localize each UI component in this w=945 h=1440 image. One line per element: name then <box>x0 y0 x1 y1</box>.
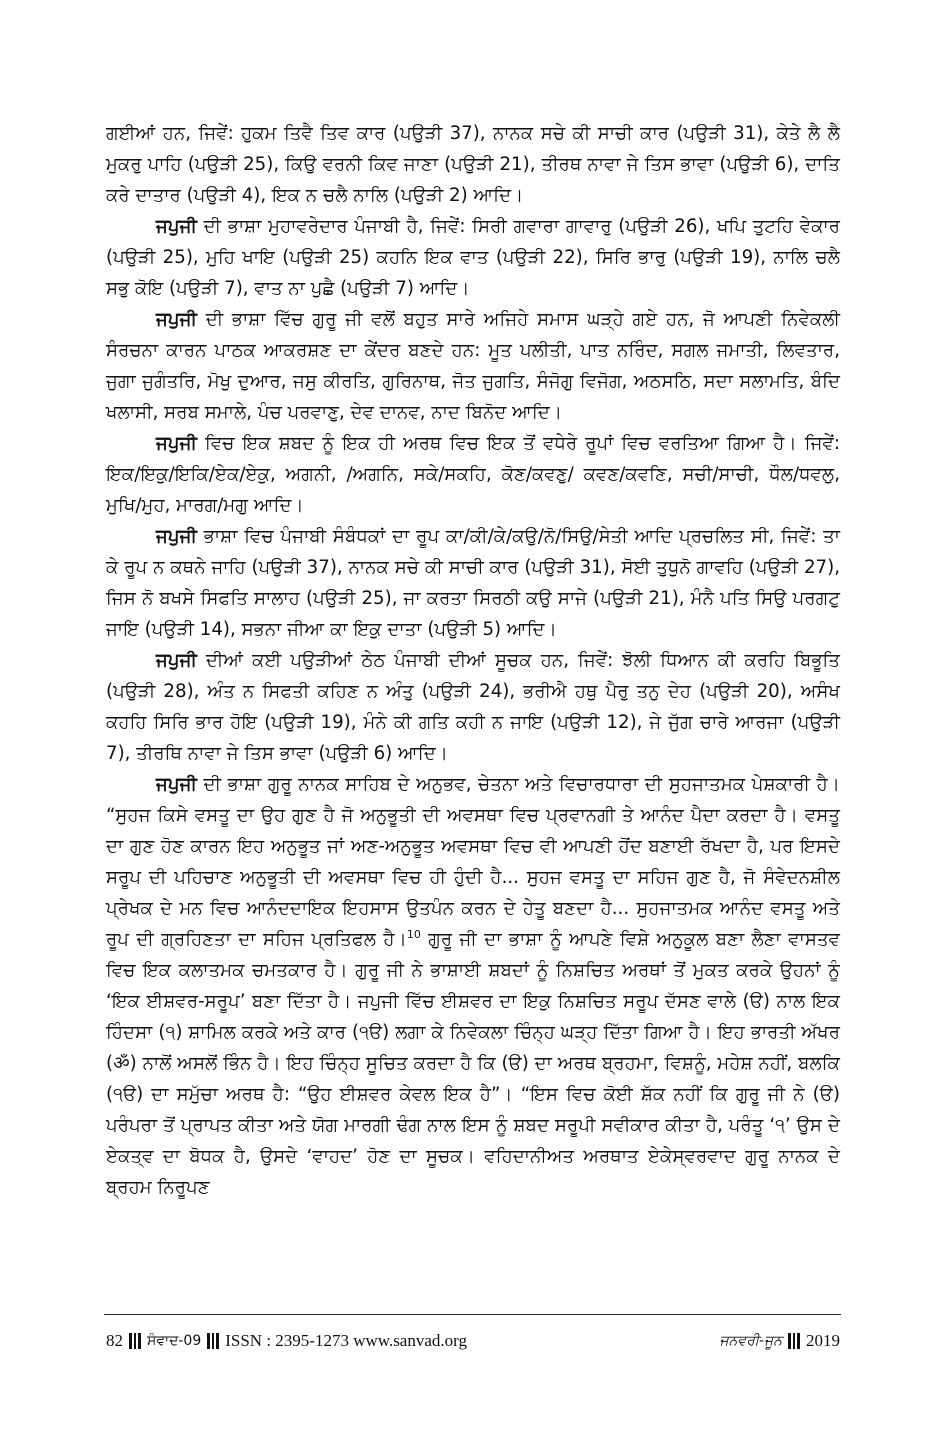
paragraph-1 <box>106 118 840 211</box>
bold-term: ਜਪੁਜੀ <box>156 526 197 547</box>
bold-term: ਜਪੁਜੀ <box>156 433 197 454</box>
issn-website: ISSN : 2395-1273 www.sanvad.org <box>225 1331 468 1350</box>
paragraph-7 <box>106 769 840 1203</box>
page-number: 82 <box>106 1331 123 1350</box>
issue-year: 2019 <box>806 1331 840 1350</box>
paragraph-text: ਭਾਸ਼ਾ ਵਿਚ ਪੰਜਾਬੀ ਸੰਬੰਧਕਾਂ ਦਾ ਰੂਪ ਕਾ/ਕੀ/ਕੇ/ਕਉ/ਨੋ/ਸਿਉ/ਸੇਤੀ ਆਦਿ ਪ੍ਰਚਲਿਤ ਸੀ, ਜਿਵੇਂ: ਤਾ ਕੇ ਰੂਪ ਨ ਕਥਨੇ ਜਾਹਿ (ਪਉੜੀ 37), ਨਾਨਕ ਸਚੇ ਕੀ ਸਾਚੀ ਕਾਰ (ਪਉੜੀ 31), ਸੋਈ ਤੁਧੁਨੋ ਗਾਵਹਿ (ਪਉੜੀ 27), ਜਿਸ ਨੋ ਬਖਸੇ ਸਿਫਤਿ ਸਾਲਾਹ (ਪਉੜੀ 25), ਜਾ ਕਰਤਾ ਸਿਰਠੀ ਕਉ ਸਾਜੇ (ਪਉੜੀ 21), ਮੰਨੈ ਪਤਿ ਸਿਉ ਪਰਗਟੁ ਜਾਇ (ਪਉੜੀ 14), ਸਭਨਾ ਜੀਆ ਕਾ ਇਕੁ ਦਾਤਾ (ਪਉੜੀ 5) ਆਦਿ। <box>106 526 840 640</box>
bold-term: ਜਪੁਜੀ <box>156 309 197 330</box>
paragraph-text: ਦੀਆਂ ਕਈ ਪਉੜੀਆਂ ਠੇਠ ਪੰਜਾਬੀ ਦੀਆਂ ਸੂਚਕ ਹਨ, ਜਿਵੇਂ: ਝੋਲੀ ਧਿਆਨ ਕੀ ਕਰਹਿ ਬਿਭੂਤਿ (ਪਉੜੀ 28), ਅੰਤ ਨ ਸਿਫਤੀ ਕਹਿਣ ਨ ਅੰਤੁ (ਪਉੜੀ 24), ਭਰੀਐ ਹਥੁ ਪੈਰੁ ਤਨੁ ਦੇਹ (ਪਉੜੀ 20), ਅਸੰਖ ਕਹਹਿ ਸਿਰਿ ਭਾਰ ਹੋਇ (ਪਉੜੀ 19), ਮੰਨੇ ਕੀ ਗਤਿ ਕਹੀ ਨ ਜਾਇ (ਪਉੜੀ 12), ਜੇ ਜੁੱਗ ਚਾਰੇ ਆਰਜਾ (ਪਉੜੀ 7), ਤੀਰਥਿ ਨਾਵਾ ਜੇ ਤਿਸ ਭਾਵਾ (ਪਉੜੀ 6) ਆਦਿ। <box>106 650 840 764</box>
paragraph-text-continued: ਗੁਰੂ ਜੀ ਦਾ ਭਾਸ਼ਾ ਨੂੰ ਆਪਣੇ ਵਿਸ਼ੇ ਅਨੁਕੂਲ ਬਣਾ ਲੈਣਾ ਵਾਸਤਵ ਵਿਚ ਇਕ ਕਲਾਤਮਕ ਚਮਤਕਾਰ ਹੈ। ਗੁਰੂ ਜੀ ਨੇ ਭਾਸ਼ਾਈ ਸ਼ਬਦਾਂ ਨੂੰ ਨਿਸ਼ਚਿਤ ਅਰਥਾਂ ਤੋਂ ਮੁਕਤ ਕਰਕੇ ਉਹਨਾਂ ਨੂੰ ‘ਇਕ ਈਸ਼ਵਰ-ਸਰੂਪ’ ਬਣਾ ਦਿੱਤਾ ਹੈ। ਜਪੁਜੀ ਵਿੱਚ ਈਸ਼ਵਰ ਦਾ ਇਕੁ ਨਿਸ਼ਚਿਤ ਸਰੂਪ ਦੱਸਣ ਵਾਲੇ (ੳ) ਨਾਲ ਇਕ ਹਿੰਦਸਾ (੧) ਸ਼ਾਮਿਲ ਕਰਕੇ ਅਤੇ ਕਾਰ (੧ੳ) ਲਗਾ ਕੇ ਨਿਵੇਕਲਾ ਚਿੰਨ੍ਹ ਘੜ੍ਹ ਦਿੱਤਾ ਗਿਆ ਹੈ। ਇਹ ਭਾਰਤੀ ਅੱਖਰ (ॐ) ਨਾਲੋਂ ਅਸਲੋਂ ਭਿੰਨ ਹੈ। ਇਹ ਚਿੰਨ੍ਹ ਸੂਚਿਤ ਕਰਦਾ ਹੈ ਕਿ (ੳ) ਦਾ ਅਰਥ ਬ੍ਰਹਮਾ, ਵਿਸ਼ਨੂੰ, ਮਹੇਸ਼ ਨਹੀਂ, ਬਲਕਿ (੧ੳ) ਦਾ ਸਮੁੱਚਾ ਅਰਥ ਹੈ: “ਉਹ ਈਸ਼ਵਰ ਕੇਵਲ ਇਕ ਹੈ”। “ਇਸ ਵਿਚ ਕੋਈ ਸ਼ੱਕ ਨਹੀਂ ਕਿ ਗੁਰੂ ਜੀ ਨੇ (ੳ) ਪਰੰਪਰਾ ਤੋਂ ਪ੍ਰਾਪਤ ਕੀਤਾ ਅਤੇ ਯੋਗ ਮਾਰਗੀ ਢੰਗ ਨਾਲ ਇਸ ਨੂੰ ਸ਼ਬਦ ਸਰੂਪੀ ਸਵੀਕਾਰ ਕੀਤਾ ਹੈ, ਪਰੰਤੂ ‘੧’ ਉਸ ਦੇ ਏਕਤ੍ਵ ਦਾ ਬੋਧਕ ਹੈ, ਉਸਦੇ ‘ਵਾਹਦ’ ਹੋਣ ਦਾ ਸੂਚਕ। ਵਹਿਦਾਨੀਅਤ ਅਰਥਾਤ ਏਕੇਸ੍ਵਰਵਾਦ ਗੁਰੂ ਨਾਨਕ ਦੇ ਬ੍ਰਹਮ ਨਿਰੂਪਣ <box>106 929 840 1198</box>
paragraph-3 <box>106 304 840 428</box>
bold-term: ਜਪੁਜੀ <box>156 216 197 237</box>
paragraph-2 <box>106 211 840 304</box>
paragraph-text: ਦੀ ਭਾਸ਼ਾ ਮੁਹਾਵਰੇਦਾਰ ਪੰਜਾਬੀ ਹੈ, ਜਿਵੇਂ: ਸਿਰੀ ਗਵਾਰਾ ਗਾਵਾਰੁ (ਪਉੜੀ 26), ਖਪਿ ਤੁਟਹਿ ਵੇਕਾਰ (ਪਉੜੀ 25), ਮੁਹਿ ਖਾਇ (ਪਉੜੀ 25) ਕਹਨਿ ਇਕ ਵਾਤ (ਪਉੜੀ 22), ਸਿਰਿ ਭਾਰੁ (ਪਉੜੀ 19), ਨਾਲਿ ਚਲੈ ਸਭੁ ਕੋਇ (ਪਉੜੀ 7), ਵਾਤ ਨਾ ਪੁਛੈ (ਪਉੜੀ 7) ਆਦਿ। <box>106 216 840 299</box>
separator-bars-icon <box>207 1333 219 1349</box>
paragraph-text: ਗਈਆਂ ਹਨ, ਜਿਵੇਂ: ਹੁਕਮ ਤਿਵੈ ਤਿਵ ਕਾਰ (ਪਉੜੀ 37), ਨਾਨਕ ਸਚੇ ਕੀ ਸਾਚੀ ਕਾਰ (ਪਉੜੀ 31), ਕੇਤੇ ਲੈ ਲੈ ਮੁਕਰੁ ਪਾਹਿ (ਪਉੜੀ 25), ਕਿਉ ਵਰਨੀ ਕਿਵ ਜਾਣਾ (ਪਉੜੀ 21), ਤੀਰਥ ਨਾਵਾ ਜੇ ਤਿਸ ਭਾਵਾ (ਪਉੜੀ 6), ਦਾਤਿ ਕਰੇ ਦਾਤਾਰ (ਪਉੜੀ 4), ਇਕ ਨ ਚਲੈ ਨਾਲਿ (ਪਉੜੀ 2) ਆਦਿ। <box>106 123 840 206</box>
bold-term: ਜਪੁਜੀ <box>156 650 197 671</box>
journal-name: ਸੰਵਾਦ-09 <box>147 1333 202 1349</box>
bold-term: ਜਪੁਜੀ <box>156 774 197 795</box>
article-body <box>106 118 840 1203</box>
separator-bars-icon <box>788 1333 800 1349</box>
paragraph-text: ਦੀ ਭਾਸ਼ਾ ਵਿੱਚ ਗੁਰੂ ਜੀ ਵਲੋਂ ਬਹੁਤ ਸਾਰੇ ਅਜਿਹੇ ਸਮਾਸ ਘੜ੍ਹੇ ਗਏ ਹਨ, ਜੋ ਆਪਣੀ ਨਿਵੇਕਲੀ ਸੰਰਚਨਾ ਕਾਰਨ ਪਾਠਕ ਆਕਰਸ਼ਣ ਦਾ ਕੇਂਦਰ ਬਣਦੇ ਹਨ: ਮੂਤ ਪਲੀਤੀ, ਪਾਤ ਨਰਿੰਦ, ਸਗਲ ਜਮਾਤੀ, ਲਿਵਤਾਰ, ਜੁਗਾ ਜੁਗੰਤਰਿ, ਮੋਖੁ ਦੁਆਰ, ਜਸੁ ਕੀਰਤਿ, ਗੁਰਿਨਾਥ, ਜੋਤ ਜੁਗਤਿ, ਸੰਜੋਗੁ ਵਿਜੋਗ, ਅਠਸਠਿ, ਸਦਾ ਸਲਾਮਤਿ, ਬੰਦਿ ਖਲਾਸੀ, ਸਰਬ ਸਮਾਲੇ, ਪੰਚ ਪਰਵਾਣੁ, ਦੇਵ ਦਾਨਵ, ਨਾਦ ਬਿਨੋਦ ਆਦਿ। <box>106 309 840 423</box>
paragraph-4 <box>106 428 840 521</box>
paragraph-6 <box>106 645 840 769</box>
separator-bars-icon <box>129 1333 141 1349</box>
footer-rule <box>104 1314 841 1315</box>
paragraph-5 <box>106 521 840 645</box>
footer-right <box>720 1326 841 1356</box>
paragraph-text: ਵਿਚ ਇਕ ਸ਼ਬਦ ਨੂੰ ਇਕ ਹੀ ਅਰਥ ਵਿਚ ਇਕ ਤੋਂ ਵਧੇਰੇ ਰੂਪਾਂ ਵਿਚ ਵਰਤਿਆ ਗਿਆ ਹੈ। ਜਿਵੇਂ: ਇਕ/ਇਕੁ/ਇਕਿ/ਏਕ/ਏਕੁ, ਅਗਨੀ, /ਅਗਨਿ, ਸਕੇ/ਸਕਹਿ, ਕੋਣ/ਕਵਣੁ/ ਕਵਣ/ਕਵਣਿ, ਸਚੀ/ਸਾਚੀ, ਧੌਲ/ਧਵਲੁ, ਮੁਖਿ/ਮੁਹ, ਮਾਰਗ/ਮਗੁ ਆਦਿ। <box>106 433 840 516</box>
footer-left <box>106 1326 467 1356</box>
paragraph-text: ਦੀ ਭਾਸ਼ਾ ਗੁਰੂ ਨਾਨਕ ਸਾਹਿਬ ਦੇ ਅਨੁਭਵ, ਚੇਤਨਾ ਅਤੇ ਵਿਚਾਰਧਾਰਾ ਦੀ ਸੁਹਜਾਤਮਕ ਪੇਸ਼ਕਾਰੀ ਹੈ। “ਸੁਹਜ ਕਿਸੇ ਵਸਤੂ ਦਾ ਉਹ ਗੁਣ ਹੈ ਜੋ ਅਨੁਭੂਤੀ ਦੀ ਅਵਸਥਾ ਵਿਚ ਪ੍ਰਵਾਨਗੀ ਤੇ ਆਨੰਦ ਪੈਦਾ ਕਰਦਾ ਹੈ। ਵਸਤੂ ਦਾ ਗੁਣ ਹੋਣ ਕਾਰਨ ਇਹ ਅਨੁਭੂਤ ਜਾਂ ਅਣ-ਅਨੁਭੂਤ ਅਵਸਥਾ ਵਿਚ ਵੀ ਆਪਣੀ ਹੋਂਦ ਬਣਾਈ ਰੱਖਦਾ ਹੈ, ਪਰ ਇਸਦੇ ਸਰੂਪ ਦੀ ਪਹਿਚਾਣ ਅਨੁਭੂਤੀ ਦੀ ਅਵਸਥਾ ਵਿਚ ਹੀ ਹੁੰਦੀ ਹੈ... ਸੁਹਜ ਵਸਤੂ ਦਾ ਸਹਿਜ ਗੁਣ ਹੈ, ਜੋ ਸੰਵੇਦਨਸ਼ੀਲ ਪ੍ਰੇਖਕ ਦੇ ਮਨ ਵਿਚ ਆਨੰਦਦਾਇਕ ਇਹਸਾਸ ਉਤਪੰਨ ਕਰਨ ਦੇ ਹੇਤੂ ਬਣਦਾ ਹੈ... ਸੁਹਜਾਤਮਕ ਆਨੰਦ ਵਸਤੂ ਅਤੇ ਰੂਪ ਦੀ ਗ੍ਰਹਿਣਤਾ ਦਾ ਸਹਿਜ ਪ੍ਰਤਿਫਲ ਹੈ। <box>106 774 840 950</box>
page-footer <box>106 1326 840 1356</box>
issue-months: ਜਨਵਰੀ-ਜੂਨ <box>719 1333 782 1349</box>
footnote-marker: 10 <box>406 927 421 941</box>
